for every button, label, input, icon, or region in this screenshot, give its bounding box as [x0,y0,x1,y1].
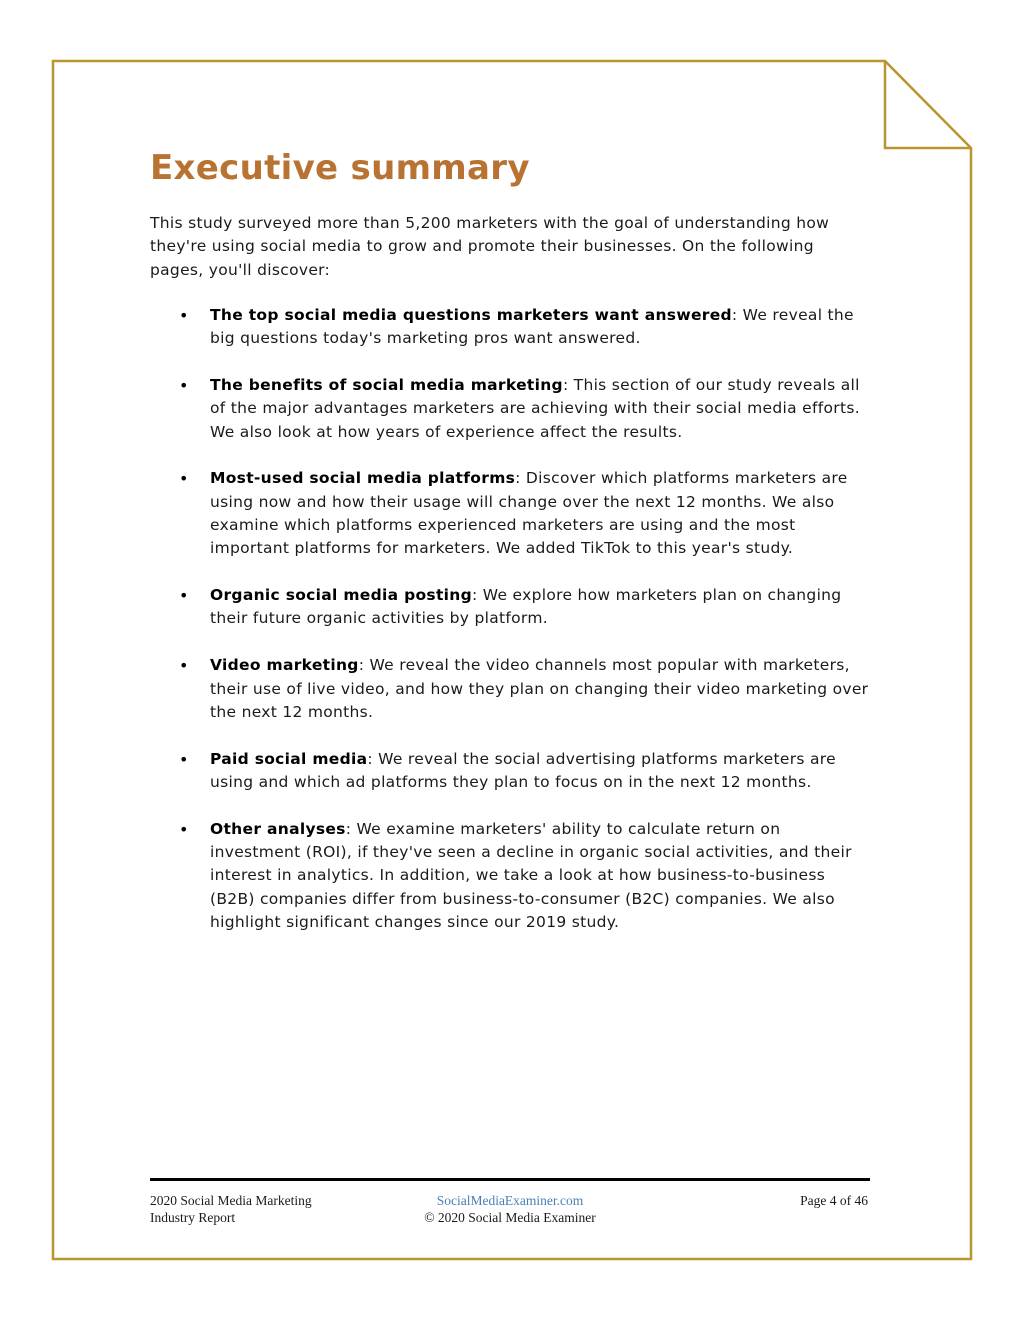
bullet-heading: The benefits of social media marketing [210,376,563,395]
bullet-heading: Other analyses [210,819,346,838]
bullet-text: : We reveal the big questions today's marketing pros want answered. [210,306,854,348]
footer-divider [150,1178,870,1181]
bullet-icon: • [179,656,189,676]
bullet-heading: Video marketing [210,656,359,675]
list-item [150,818,870,934]
bullet-icon: • [179,819,189,839]
intro-paragraph: This study surveyed more than 5,200 marketers with the goal of understanding how they're using social media to grow and promote their businesses. On the following pages, you'll discover: [150,214,830,279]
bullet-icon: • [179,376,189,396]
summary-list [150,304,870,958]
footer-center [370,1192,650,1226]
footer-report-name [150,1192,370,1226]
bullet-icon: • [179,306,189,325]
bullet-heading: Paid social media [210,749,368,768]
footer-report-line1: 2020 Social Media Marketing [150,1193,312,1208]
list-item [150,584,870,631]
list-item [150,748,870,795]
footer-report-line2: Industry Report [150,1210,236,1225]
bullet-text: : We explore how marketers plan on changing their future organic activities by platform. [210,586,842,628]
list-item [150,374,870,444]
bullet-text: : We examine marketers' ability to calculate return on investment (ROI), if they've seen a decline in organic social activities, and their interest in analytics. In addition, we take a look at how business-to-business (B2B) companies differ from business-to-consumer (B2C) companies. We also highlight significant changes since our 2019 study. [210,819,852,931]
footer-copyright: © 2020 Social Media Examiner [424,1210,596,1225]
bullet-heading: The top social media questions marketers want answered [210,306,732,324]
page-number: Page 4 of 46 [800,1193,868,1208]
list-item [150,654,870,724]
bullet-icon: • [179,749,189,769]
list-item [150,467,870,560]
bullet-text: : This section of our study reveals all of the major advantages marketers are achieving with their social media efforts. We also look at how years of experience affect the results. [210,376,860,441]
bullet-text: : We reveal the social advertising platforms marketers are using and which ad platforms they plan to focus on in the next 12 months. [210,749,836,791]
list-item [150,304,870,351]
bullet-icon: • [179,586,189,606]
footer-website-link[interactable]: SocialMediaExaminer.com [436,1193,584,1208]
page-title: Executive summary [150,148,530,188]
bullet-text: : We reveal the video channels most popular with marketers, their use of live video, and how they plan on changing their video marketing over the next 12 months. [210,656,869,721]
bullet-heading: Most-used social media platforms [210,469,516,488]
bullet-icon: • [179,469,189,489]
bullet-text: : Discover which platforms marketers are using now and how their usage will change over the next 12 months. We also examine which platforms experienced marketers are using and the most important platforms for marketers. We added TikTok to this year's study. [210,469,848,558]
bullet-heading: Organic social media posting [210,586,473,605]
